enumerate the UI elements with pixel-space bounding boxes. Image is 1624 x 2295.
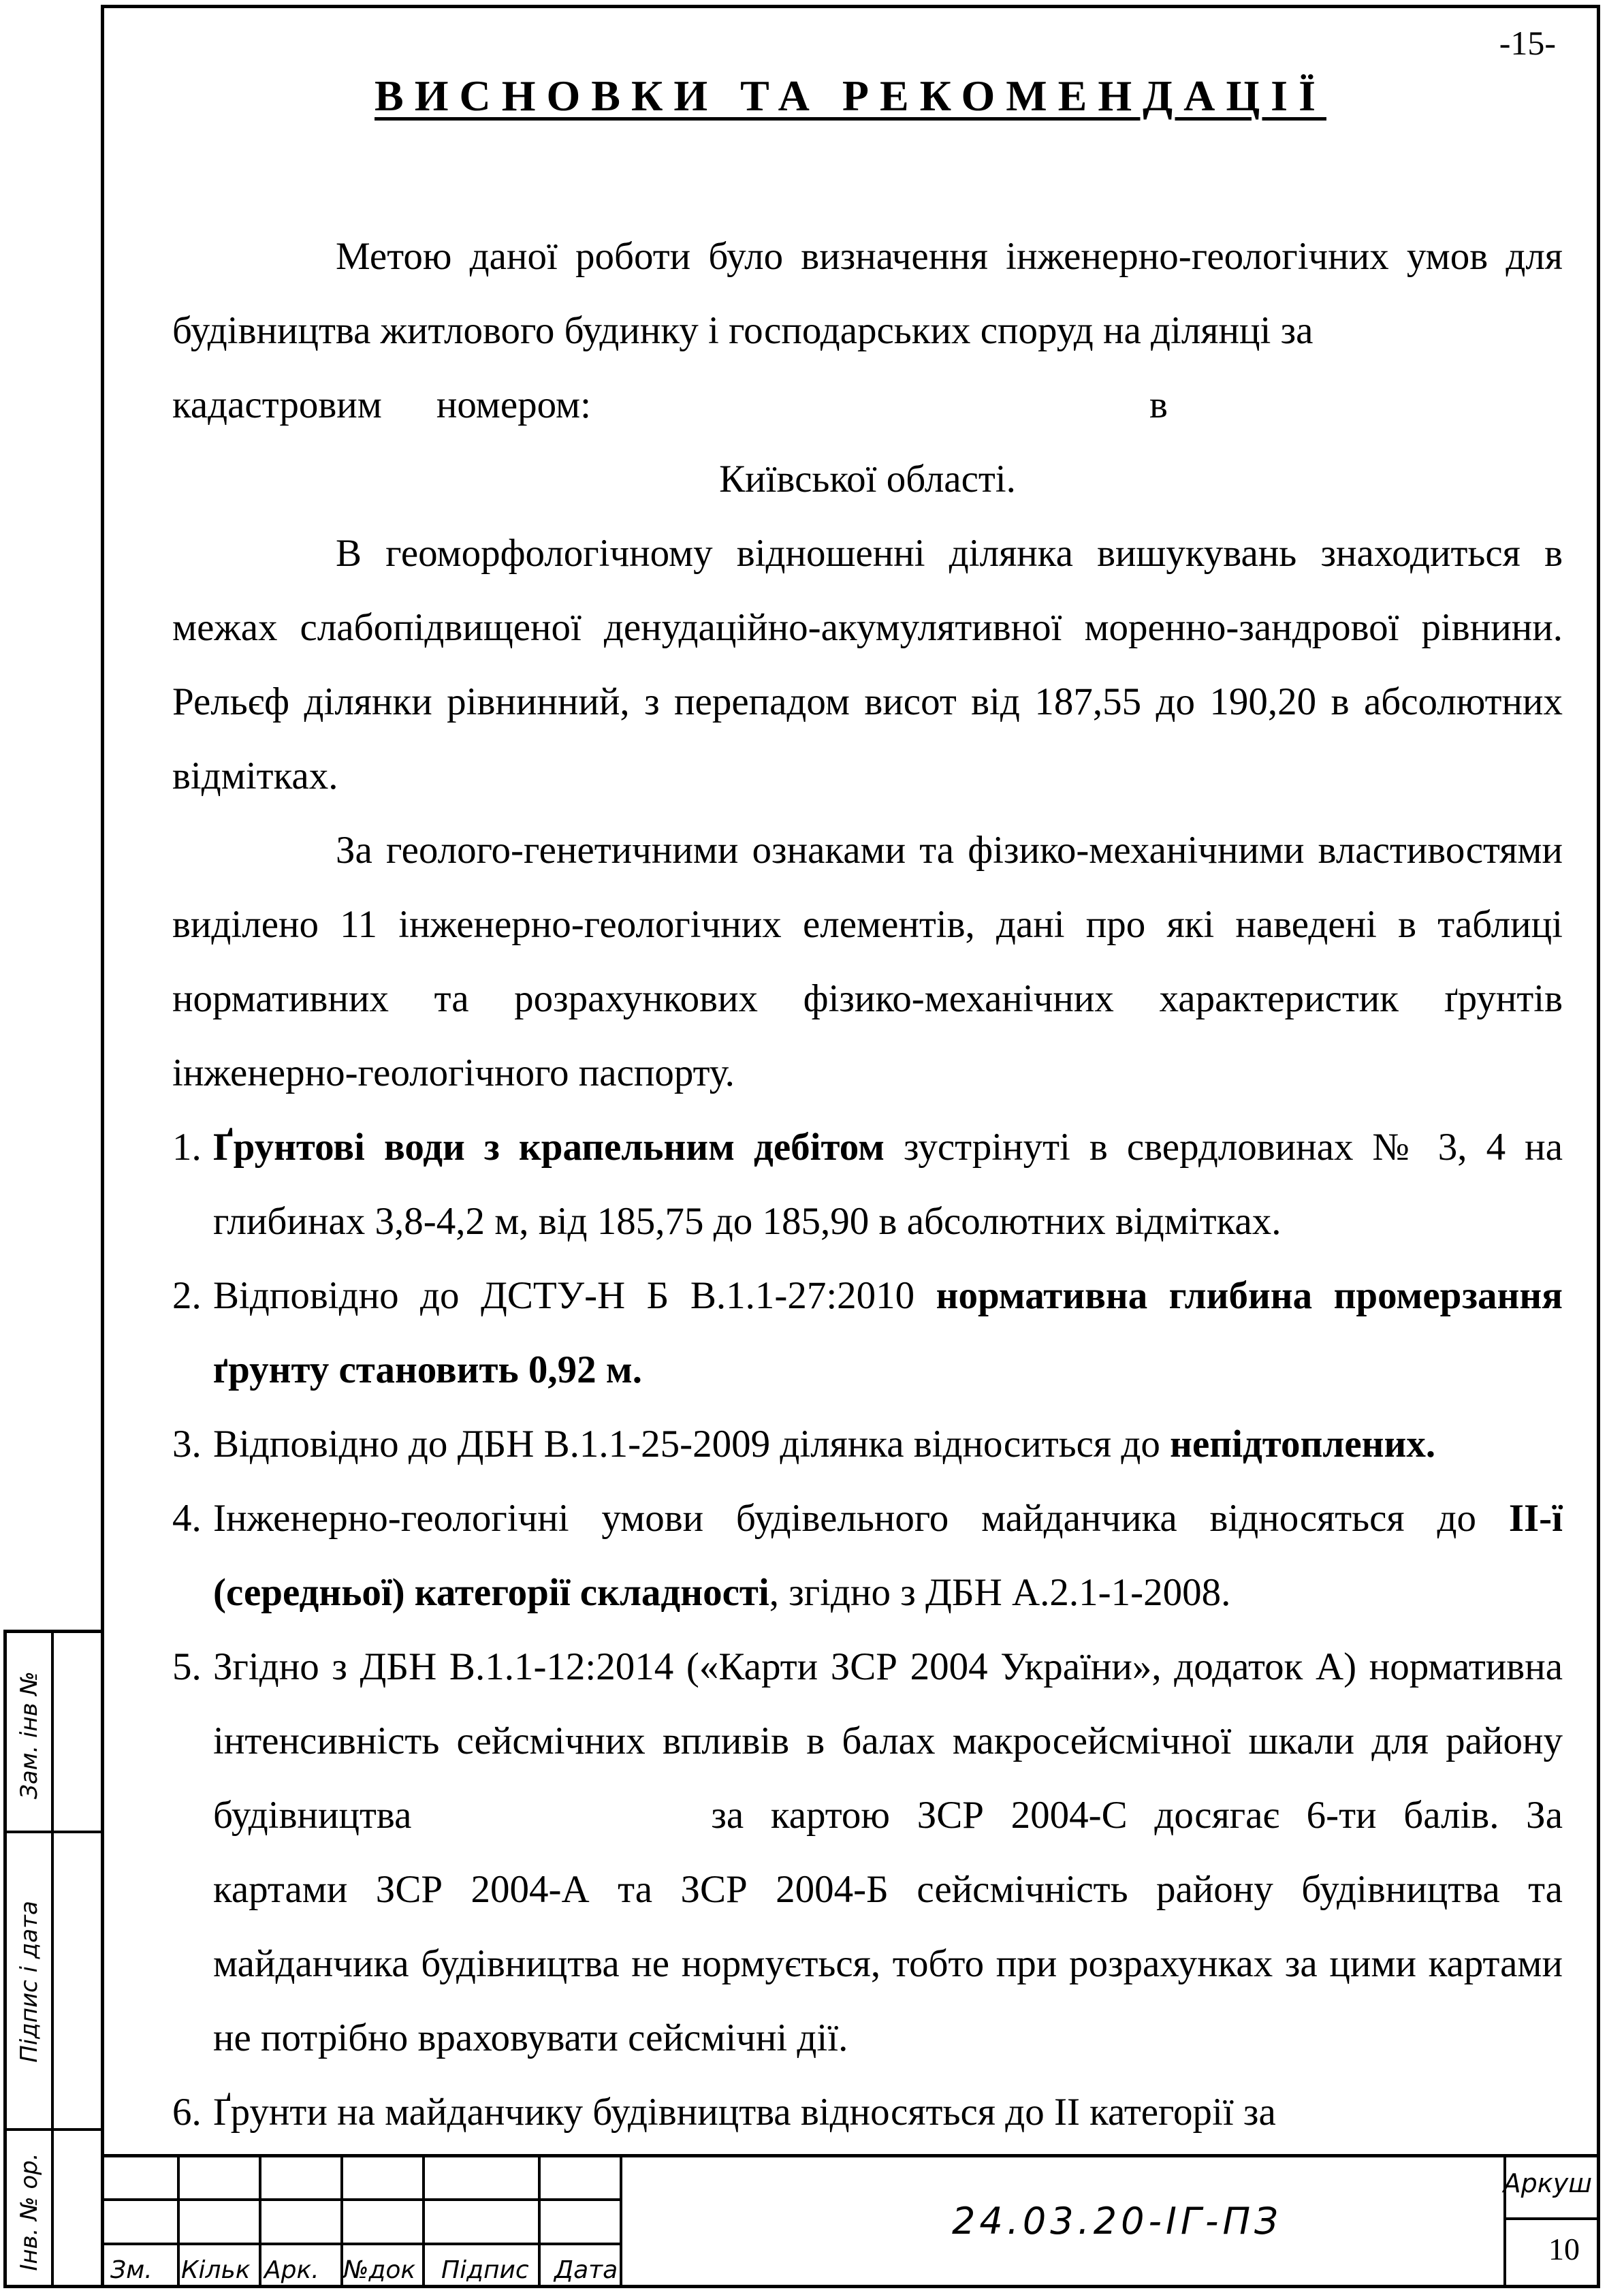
document-body	[172, 219, 1563, 2149]
intro-cadastral-line: кадастровим номером: в	[172, 383, 1168, 426]
stamp-label-sheet: Арк.	[264, 2256, 319, 2284]
document-code: 24.03.20-ІГ-ПЗ	[952, 2200, 1282, 2243]
list-item: 6. Ґрунти на майданчику будівництва відносяться до ІІ категорії за	[172, 2091, 1276, 2134]
intro-paragraph: Метою даної роботи було визначення інженерно-геологічних умов для будівництва житлового будинку і господарських споруд на ділянці за	[172, 235, 1563, 352]
sheet-number: 10	[1548, 2232, 1580, 2266]
list-item: 4. Інженерно-геологічні умови будівельного майданчика відносяться до ІІ-ї (середньої) категорії складності, згідно з ДБН А.2.1-1-2008.	[172, 1497, 1563, 1614]
stamp-label-signature: Підпис	[441, 2256, 529, 2284]
sheet-label: Аркуш	[1503, 2168, 1592, 2198]
title-block	[101, 2154, 1600, 2288]
conclusions-list	[172, 1110, 1563, 2149]
list-item: 2. Відповідно до ДСТУ-Н Б В.1.1-27:2010 нормативна глибина промерзання ґрунту становить 0,92 м.	[172, 1274, 1563, 1391]
list-item: 3. Відповідно до ДБН В.1.1-25-2009 ділянка відноситься до непідтоплених.	[172, 1423, 1436, 1466]
document-title: ВИСНОВКИ ТА РЕКОМЕНДАЦІЇ	[375, 72, 1326, 120]
intro-region-line: Київської області.	[719, 458, 1016, 501]
stamp-label-doc-number: №док	[343, 2256, 416, 2284]
stamp-label-date: Дата	[554, 2256, 618, 2284]
stamp-label-quantity: Кільк	[181, 2256, 251, 2284]
list-item: 5. Згідно з ДБН В.1.1-12:2014 («Карти ЗСР 2004 України», додаток А) нормативна інтенсивність сейсмічних впливів в балах макросейсмічної шкали для району будівництва за картою ЗСР 2004-С досягає 6-ти балів. За картами ЗСР 2004-А та ЗСР 2004-Б сейсмічність району будівництва та майданчика будівництва не нормується, тобто при розрахунках за цими картами не потрібно враховувати сейсмічні дії.	[172, 1645, 1563, 2059]
side-stamp	[3, 1630, 101, 2288]
geomorphology-paragraph: В геоморфологічному відношенні ділянка вишукувань знаходиться в межах слабопідвищеної денудаційно-акумулятивної моренно-зандрової рівнини. Рельєф ділянки рівнинний, з перепадом висот від 187,55 до 190,20 в абсолютних відмітках.	[172, 532, 1563, 797]
stamp-label-change: Зм.	[110, 2256, 153, 2284]
engineering-elements-paragraph: За геолого-генетичними ознаками та фізико-механічними властивостями виділено 11 інженерно-геологічних елементів, дані про які наведені в таблиці нормативних та розрахункових фізико-механічних характеристик ґрунтів інженерно-геологічного паспорту.	[172, 829, 1563, 1094]
replacement-inventory-label: Зам. інв №	[15, 1671, 43, 1799]
original-inventory-label: Інв. № ор.	[15, 2153, 43, 2271]
page-number: -15-	[1499, 24, 1556, 62]
list-item: 1. Ґрунтові води з крапельним дебітом зустрінуті в свердловинах № 3, 4 на глибинах 3,8-4,2 м, від 185,75 до 185,90 в абсолютних відмітках.	[172, 1126, 1563, 1243]
signature-date-label: Підпис і дата	[15, 1901, 43, 2063]
page-frame	[101, 5, 1600, 2288]
